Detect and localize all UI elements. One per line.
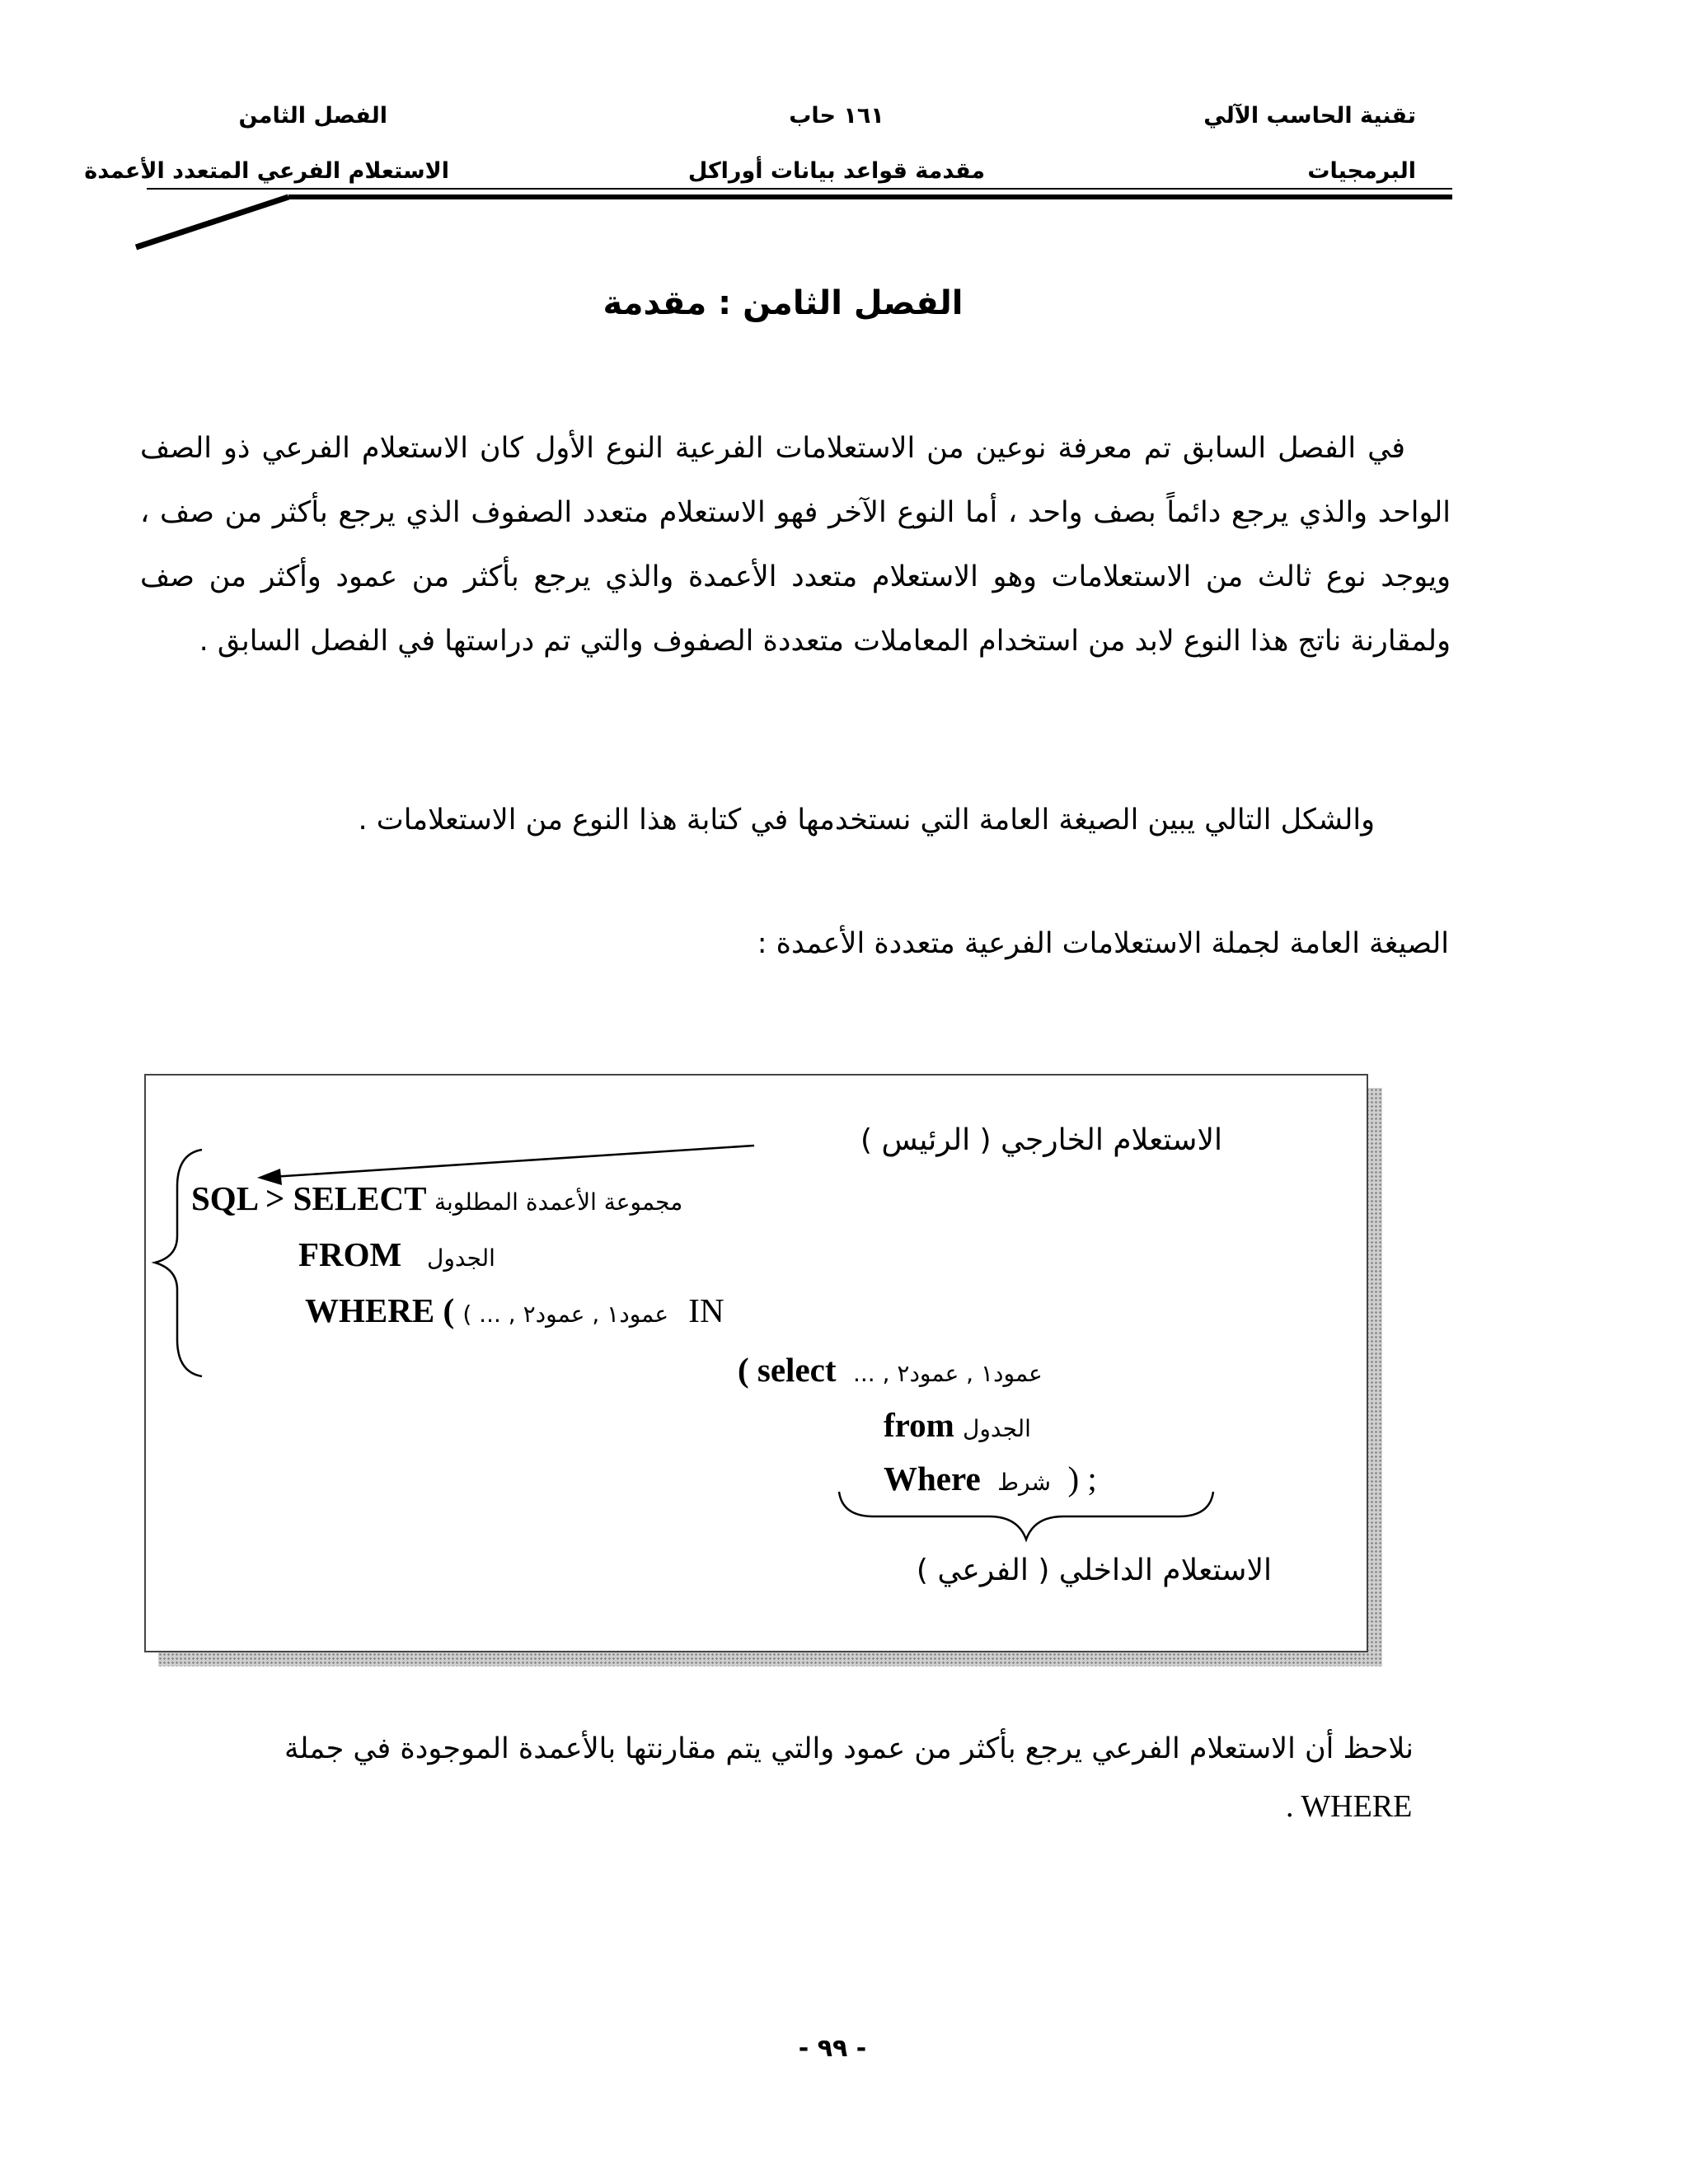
inner-query-label: الاستعلام الداخلي ( الفرعي ) [916,1554,1272,1587]
outer-query-label: الاستعلام الخارجي ( الرئيس ) [860,1123,1222,1157]
intro-paragraph: في الفصل السابق تم معرفة نوعين من الاستعلامات الفرعية النوع الأول كان الاستعلام الفرعي ذو الصف الواحد والذي يرجع دائماً بصف واحد ، أما النوع الآخر فهو الاستعلام متعدد الصفوف الذي يرجع بأكثر من صف ، ويوجد نوع ثالث من الاستعلامات وهو الاستعلام متعدد الأعمدة والذي يرجع بأكثر من عمود وأكثر من صف ولمقارنة ناتج هذا النوع لابد من استخدام المعاملات متعددة الصفوف والتي تم دراستها في الفصل السابق . [140,432,1451,658]
subselect-columns-text: عمود١ , عمود٢ , ... [853,1360,1043,1387]
syntax-heading: الصيغة العامة لجملة الاستعلامات الفرعية متعددة الأعمدة : [757,927,1449,960]
bottom-brace-icon [839,1492,1213,1540]
from-table-text: الجدول [427,1244,495,1272]
where-columns-text: عمود١ , عمود٢ , ... ) [462,1301,669,1328]
header-center-bottom: مقدمة قواعد بيانات أوراكل [687,158,986,184]
header-left-top: الفصل الثامن [238,103,387,129]
code-line-select [191,1179,682,1218]
subfrom-keyword: from [884,1406,954,1444]
select-keyword: SQL > SELECT [191,1179,426,1217]
header-center-top: ١٦١ حاب [789,103,884,129]
subwhere-tail: ) ; [1067,1460,1097,1497]
figure-intro-text: والشكل التالي يبين الصيغة العامة التي نستخدمها في كتابة هذا النوع من الاستعلامات . [358,804,1375,837]
subselect-keyword: ( select [738,1351,837,1389]
header-right-bottom: البرمجيات [1307,158,1416,184]
subfrom-table-text: الجدول [963,1415,1031,1442]
code-line-subselect [738,1350,1043,1390]
select-columns-text: مجموعة الأعمدة المطلوبة [434,1188,683,1216]
code-line-where [305,1291,724,1330]
header-right-top: تقنية الحاسب الآلي [1203,103,1416,129]
from-keyword: FROM [298,1235,402,1273]
code-line-subfrom [884,1405,1031,1445]
in-keyword: IN [688,1291,724,1329]
note-line-2: . WHERE [1286,1789,1413,1824]
code-line-from [298,1235,495,1274]
code-line-subwhere [884,1459,1097,1498]
page-number: - ٩٩ - [798,2034,867,2063]
page-title: الفصل الثامن : مقدمة [603,284,964,322]
header-left-bottom: الاستعلام الفرعي المتعدد الأعمدة [84,158,449,184]
note-line-1: نلاحظ أن الاستعلام الفرعي يرجع بأكثر من عمود والتي يتم مقارنتها بالأعمدة الموجودة في جملة [284,1732,1414,1765]
subwhere-condition-text: شرط [997,1469,1051,1496]
where-keyword: WHERE ( [305,1291,455,1329]
subwhere-keyword: Where [884,1460,981,1497]
